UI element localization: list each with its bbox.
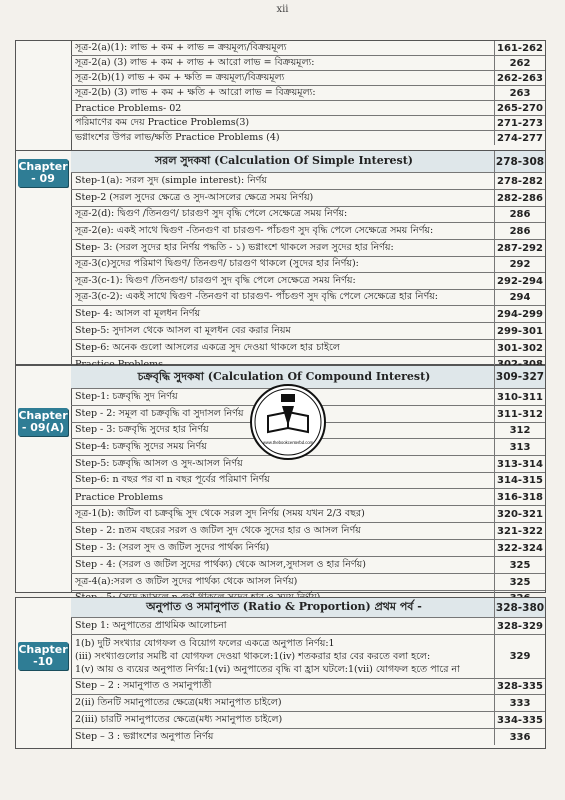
page-range: 321-322 — [494, 523, 545, 539]
toc-row — [71, 273, 545, 290]
toc-row — [71, 574, 545, 591]
logo-url: www.thebookcenterbd.com — [262, 440, 314, 445]
publisher-logo-icon — [250, 384, 326, 460]
page-range: 328-329 — [494, 618, 545, 634]
toc-row — [71, 489, 545, 506]
toc-entry-text: সূত্র-2(b)(1) লাভ + কম + ক্ষতি = ক্রয়মূল্য/বিক্রয়মূল্য — [75, 71, 285, 83]
page-range: 329 — [494, 635, 545, 678]
toc-row — [71, 323, 545, 340]
toc-entry-text: সূত্র-2(a) (3) লাভ + কম + লাভ + আরো লাভ = বিক্রয়মূল্য: — [75, 56, 315, 68]
page-range: 294 — [494, 290, 545, 305]
page-number: xii — [276, 4, 289, 15]
page-range: 311-312 — [494, 406, 545, 422]
chapter-cell — [16, 151, 72, 364]
chapter-badge: Chapter -10 — [18, 643, 68, 668]
toc-entry-text: ভগ্নাংশের উপর লাভ/ক্ষতি Practice Problems (4) — [75, 131, 280, 143]
page-range: 286 — [494, 223, 545, 239]
toc-row — [71, 173, 545, 190]
toc-row — [71, 290, 545, 306]
section-title: সরল সুদকষা (Calculation Of Simple Interest) — [155, 154, 413, 167]
toc-entry-text: Step - 4: (সরল ও জটিল সুদের পার্থক্য) থেকে আসল,সুদাসল ও হার নির্ণয়) — [75, 558, 366, 570]
page-range: 282-286 — [494, 190, 545, 206]
page-range: 328-380 — [494, 598, 545, 617]
chapter-badge: Chapter - 09(A) — [18, 409, 68, 434]
toc-entry-text: সূত্র-2(e): একই সাথে দ্বিগুণ -তিনগুণ বা চারগুণ- পাঁচগুণ সুদ বৃদ্ধি পেলে সেক্ষেত্রে সময় নির্ণয়: — [75, 224, 434, 236]
toc-entry-text: Step-6: n বছর পর বা n বছর পূর্বের পরিমাণ নির্ণয় — [75, 474, 270, 485]
chapter-cell-empty — [16, 41, 72, 150]
page-range: 313-314 — [494, 456, 545, 472]
toc-row — [71, 131, 545, 145]
toc-entry-text: Step – 2 : সমানুপাত ও সমানুপাতী — [75, 680, 212, 691]
page-range: 336 — [494, 729, 545, 745]
toc-entry-text: Step- 3: (সরল সুদের হার নির্ণয় পদ্ধতি - ১) ভগ্নাংশে থাকলে সরল সুদের হার নির্ণয়: — [75, 241, 394, 253]
toc-row — [71, 190, 545, 207]
toc-block-simple-interest — [15, 150, 546, 365]
toc-row — [71, 635, 545, 679]
toc-row — [71, 729, 545, 745]
toc-row — [71, 506, 545, 523]
toc-row — [71, 56, 545, 71]
toc-entry-text: সূত্র-2(d): দ্বিগুণ /তিনগুণ/ চারগুণ সুদ বৃদ্ধি পেলে সেক্ষেত্রে সময় নির্ণয়: — [75, 208, 348, 219]
page-range: 271-273 — [494, 116, 545, 130]
toc-entry-text: Step- 4: আসল বা মূলধন নির্ণয় — [75, 307, 201, 319]
page-range: 320-321 — [494, 506, 545, 522]
toc-entry-text: Practice Problems — [75, 491, 164, 503]
toc-row — [71, 540, 545, 557]
page-range: 286 — [494, 207, 545, 222]
toc-entry-text — [75, 635, 493, 678]
toc-row — [71, 240, 545, 257]
toc-entry-line: (iii) সংখ্যাগুলোর সমষ্টি বা যোগফল দেওয়া থাকলে:1(iv) শতকরার হার বের করতে বলা হলে: — [75, 651, 431, 662]
page-range: 325 — [494, 557, 545, 573]
toc-entry-text: Step-1(a): সরল সুদ (simple interest): নির্ণয় — [75, 174, 267, 186]
toc-entry-text: 2(ii) তিনটি সমানুপাতের ক্ষেত্রে(মধ্য সমানুপাত চাইলে) — [75, 696, 282, 708]
toc-entry-text: Step - 2: nতম বছরের সরল ও জটিল সুদ থেকে সুদের হার ও আসল নির্ণয় — [75, 524, 361, 536]
toc-entry-text: Practice Problems- 02 — [75, 102, 182, 114]
toc-row — [71, 223, 545, 240]
toc-entry-text: সূত্র-3(c-2): একই সাথে দ্বিগুণ -তিনগুণ বা চারগুণ- পাঁচগুণ সুদ বৃদ্ধি পেলে সেক্ষেত্রে হার নির্ণয়: — [75, 291, 439, 302]
page-range: 316-318 — [494, 489, 545, 505]
toc-row — [71, 86, 545, 101]
page-range: 333 — [494, 695, 545, 711]
page-range: 322-324 — [494, 540, 545, 556]
toc-entry-text: Step - 3: চক্রবৃদ্ধি সুদের হার নির্ণয় — [75, 424, 209, 435]
toc-row — [71, 257, 545, 273]
page-range: 262-263 — [494, 71, 545, 85]
toc-entry-text: Step-4: চক্রবৃদ্ধি সুদের সময় নির্ণয় — [75, 440, 207, 452]
toc-row — [71, 207, 545, 223]
toc-entry-text: সূত্র-2(b) (3) লাভ + কম + ক্ষতি + আরো লাভ = বিক্রয়মূল্য: — [75, 86, 316, 98]
page-range: 278-308 — [494, 151, 545, 172]
toc-block-ratio-proportion — [15, 597, 546, 749]
page-range: 301-302 — [494, 340, 545, 356]
page-range: 274-277 — [494, 131, 545, 145]
toc-block-profit-loss — [15, 40, 546, 151]
page-range: 310-311 — [494, 389, 545, 405]
page-range: 161-262 — [494, 41, 545, 55]
page-range: 299-301 — [494, 323, 545, 339]
section-title: চক্রবৃদ্ধি সুদকষা (Calculation Of Compound Interest) — [137, 369, 431, 383]
toc-entry-text: 2(iii) চারটি সমানুপাতের ক্ষেত্রে(মধ্য সমানুপাত চাইলে) — [75, 713, 283, 725]
toc-row — [71, 340, 545, 357]
toc-row — [71, 712, 545, 729]
page-range: 262 — [494, 56, 545, 70]
page-range: 328-335 — [494, 679, 545, 694]
toc-entry-line: 1(v) আয় ও ব্যয়ের অনুপাত নির্ণয়:1(vi) অনুপাতের বৃদ্ধি বা হ্রাস ঘটলে:1(vii) যোগফল হতে পারে না — [75, 664, 460, 675]
toc-entry-text: সূত্র-2(a)(1): লাভ + কম + লাভ = ক্রয়মূল্য/বিক্রয়মূল্য — [75, 41, 287, 53]
toc-entry-text: Step-6: অনেক গুলো আসলের একত্রে সুদ দেওয়া থাকলে হার চাইলে — [75, 341, 340, 353]
toc-row — [71, 306, 545, 323]
toc-entry-text: Step - 3: (সরল সুদ ও জটিল সুদের পার্থক্য নির্ণয়) — [75, 541, 270, 553]
toc-entry-line: 1(b) দুটি সংখ্যার যোগফল ও বিয়োগ ফলের একত্রে অনুপাত নির্ণয়:1 — [75, 638, 335, 649]
toc-entry-text: সূত্র-1(b): জটিল বা চক্রবৃদ্ধি সুদ থেকে সরল সুদ নির্ণয় (সময় যখন 2/3 বছর) — [75, 507, 365, 519]
toc-entry-text: সূত্র-3(c)সুদের পরিমাণ দ্বিগুণ/ তিনগুণ/ চারগুণ থাকলে (সুদের হার নির্ণয়): — [75, 258, 359, 269]
toc-row — [71, 695, 545, 712]
toc-row — [71, 679, 545, 695]
page-range: 292-294 — [494, 273, 545, 289]
page-range: 325 — [494, 574, 545, 590]
toc-row — [71, 71, 545, 86]
section-header-row — [71, 598, 545, 618]
chapter-badge: Chapter - 09 — [18, 160, 68, 185]
toc-row — [71, 41, 545, 56]
chapter-cell — [16, 598, 72, 748]
toc-row — [71, 473, 545, 489]
page-range: 263 — [494, 86, 545, 100]
toc-entry-text: Step-5: সুদাসল থেকে আসল বা মূলধন বের করার নিয়ম — [75, 324, 291, 336]
toc-entry-text: Step 1: অনুপাতের প্রাথমিক আলোচনা — [75, 619, 227, 631]
toc-entry-text: Step – 3 : ভগ্নাংশের অনুপাত নির্ণয় — [75, 730, 214, 742]
page-range: 287-292 — [494, 240, 545, 256]
toc-entry-text: Step - 2: সমূল বা চক্রবৃদ্ধি বা সুদাসল নির্ণয় — [75, 407, 244, 419]
page-range: 294-299 — [494, 306, 545, 322]
toc-entry-text: সূত্র-3(c-1): দ্বিগুণ /তিনগুণ/ চারগুণ সুদ বৃদ্ধি পেলে সেক্ষেত্রে সময় নির্ণয়: — [75, 274, 356, 286]
toc-entry-text: Step-1: চক্রবৃদ্ধি সুদ নির্ণয় — [75, 390, 178, 402]
toc-entry-text: Step-5: চক্রবৃদ্ধি আসল ও সুদ-আসল নির্ণয় — [75, 457, 243, 469]
chapter-cell — [16, 366, 72, 592]
section-title: অনুপাত ও সমানুপাত (Ratio & Proportion) প্রথম পর্ব - — [146, 600, 422, 613]
page-range: 312 — [494, 423, 545, 438]
toc-row — [71, 618, 545, 635]
page-range: 334-335 — [494, 712, 545, 728]
toc-row — [71, 116, 545, 131]
toc-entry-text: Step-2 (সরল সুদের ক্ষেত্রে ও সুদ-আসলের ক্ষেত্রে সময় নির্ণয়) — [75, 191, 314, 203]
page-range: 314-315 — [494, 473, 545, 488]
page-range: 278-282 — [494, 173, 545, 189]
toc-row — [71, 523, 545, 540]
toc-row — [71, 456, 545, 473]
page-range: 313 — [494, 439, 545, 455]
page-range: 265-270 — [494, 101, 545, 115]
page-range: 309-327 — [494, 366, 545, 388]
section-header-row — [71, 151, 545, 173]
toc-row — [71, 557, 545, 574]
toc-entry-text: পরিমাণের কম দেয় Practice Problems(3) — [75, 116, 250, 128]
toc-entry-text: সূত্র-4(a):সরল ও জটিল সুদের পার্থক্য থেকে আসল নির্ণয়) — [75, 575, 298, 587]
page-range: 292 — [494, 257, 545, 272]
toc-row — [71, 101, 545, 116]
